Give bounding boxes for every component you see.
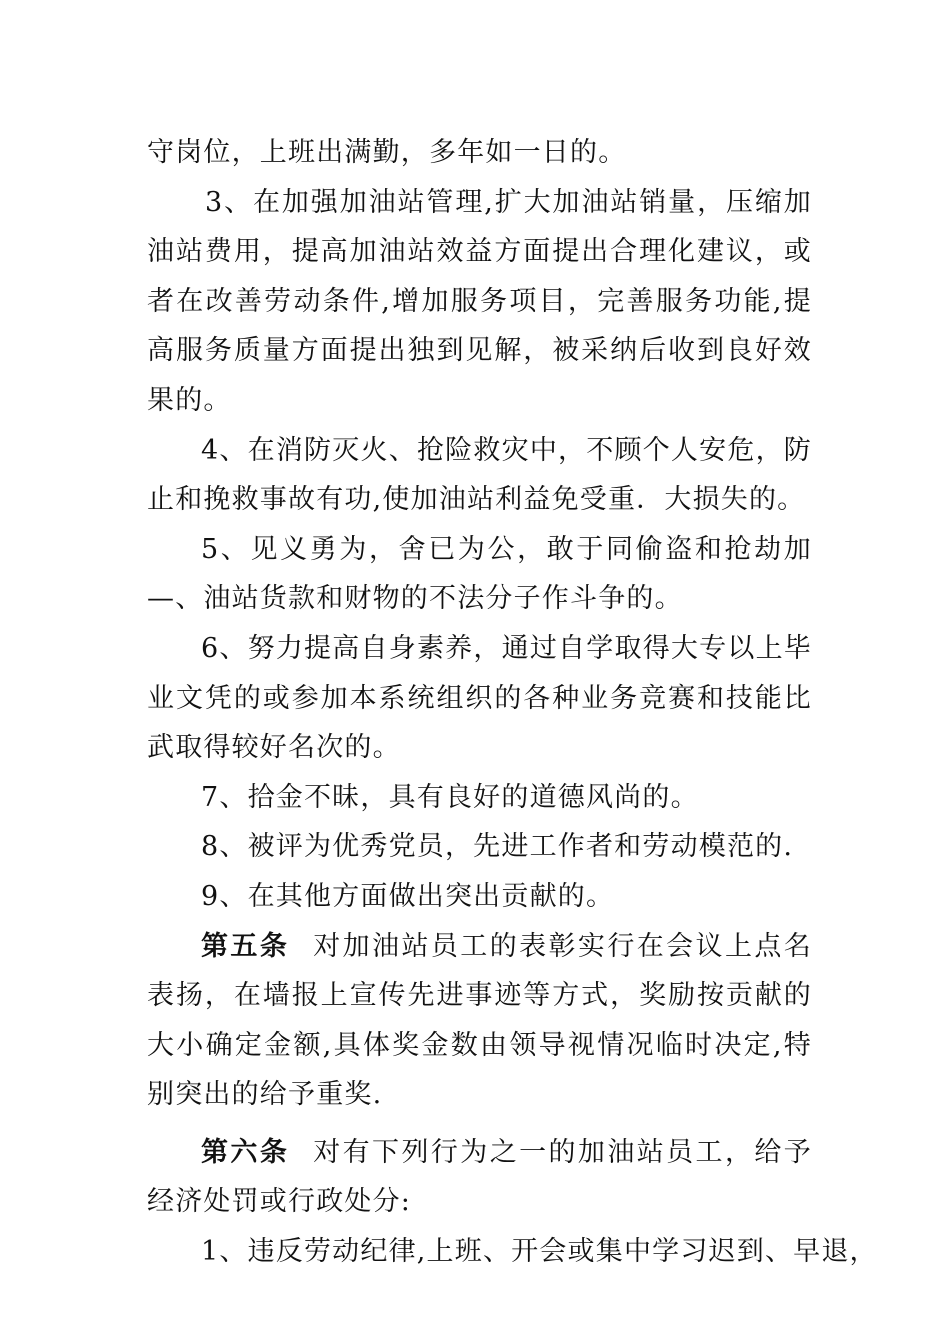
paragraph-item-5: 5、见义勇为，舍已为公，敢于同偷盗和抢劫加—、油站货款和财物的不法分子作斗争的。 — [147, 533, 812, 615]
paragraph-item-4: 4、在消防灭火、抢险救灾中，不顾个人安危，防止和挽救事故有功,使加油站利益免受重．大损失的。 — [147, 434, 812, 516]
paragraph-item-6: 6、努力提高自身素养，通过自学取得大专以上毕业文凭的或参加本系统组织的各种业务竞赛和技能比武取得较好名次的。 — [147, 632, 812, 764]
article-5-text: 对加油站员工的表彰实行在会议上点名表扬，在墙报上宣传先进事迹等方式，奖励按贡献的大小确定金额,具体奖金数由领导视情况临时决定,特别突出的给予重奖. — [147, 930, 812, 1111]
paragraph-item-7: 7、拾金不昧，具有良好的道德风尚的。 — [201, 781, 699, 813]
paragraph-item-8: 8、被评为优秀党员，先进工作者和劳动模范的. — [201, 831, 794, 863]
article-6-title: 第六条 — [201, 1136, 290, 1168]
article-6-text: 对有下列行为之一的加油站员工，给予经济处罚或行政处分: — [147, 1136, 812, 1218]
article-5-title: 第五条 — [201, 930, 290, 962]
paragraph-continuation: 守岗位，上班出满勤，多年如一日的。 — [147, 137, 627, 168]
document-body — [147, 128, 878, 1277]
paragraph-item-9: 9、在其他方面做出突出贡献的。 — [201, 880, 615, 912]
paragraph-item-3: 3、在加强加油站管理,扩大加油站销量，压缩加油站费用，提高加油站效益方面提出合理化建议，或者在改善劳动条件,增加服务项目，完善服务功能,提高服务质量方面提出独到见解，被采纳后收到良好效果的。 — [147, 186, 812, 416]
paragraph-article-6-item-1: 1、违反劳动纪律,上班、开会或集中学习迟到、早退， — [201, 1236, 878, 1268]
article-6 — [147, 1128, 812, 1227]
article-5 — [147, 922, 812, 1120]
